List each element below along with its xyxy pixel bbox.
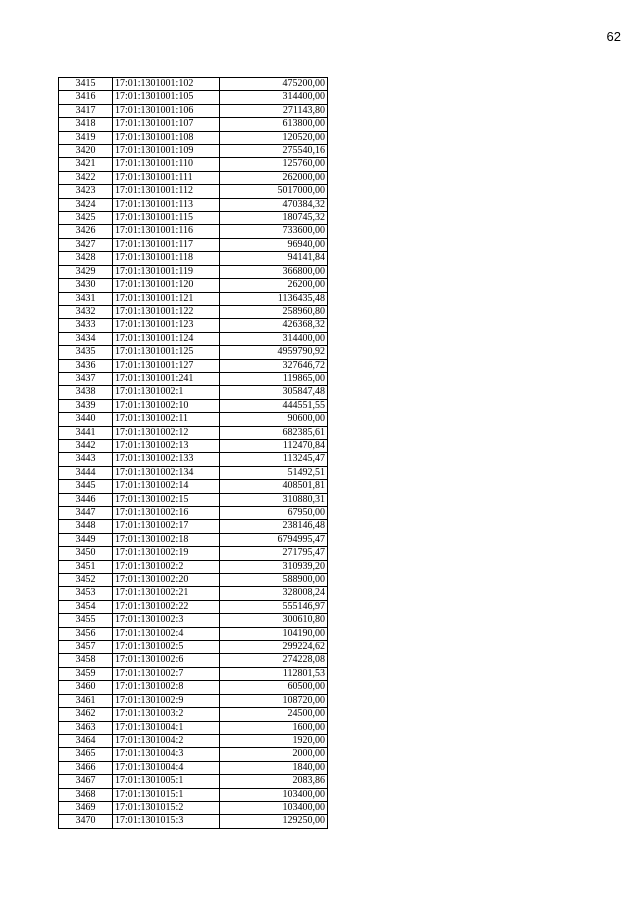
table-row — [59, 815, 328, 828]
table-row — [59, 560, 328, 573]
cadastral-number-cell: 17:01:1301002:14 — [113, 480, 220, 493]
value-cell: 2000,00 — [220, 748, 328, 761]
value-cell: 1136435,48 — [220, 292, 328, 305]
table-row — [59, 346, 328, 359]
row-number-cell: 3440 — [59, 413, 113, 426]
cadastral-number-cell: 17:01:1301002:6 — [113, 654, 220, 667]
table-row — [59, 627, 328, 640]
cadastral-number-cell: 17:01:1301001:110 — [113, 158, 220, 171]
cadastral-number-cell: 17:01:1301002:8 — [113, 681, 220, 694]
row-number-cell: 3453 — [59, 587, 113, 600]
table-row — [59, 238, 328, 251]
table-row — [59, 775, 328, 788]
row-number-cell: 3420 — [59, 145, 113, 158]
cadastral-number-cell: 17:01:1301002:12 — [113, 426, 220, 439]
value-cell: 366800,00 — [220, 265, 328, 278]
row-number-cell: 3426 — [59, 225, 113, 238]
row-number-cell: 3459 — [59, 667, 113, 680]
table-row — [59, 641, 328, 654]
table-row — [59, 453, 328, 466]
cadastral-number-cell: 17:01:1301001:124 — [113, 332, 220, 345]
cadastral-number-cell: 17:01:1301002:2 — [113, 560, 220, 573]
table-row — [59, 104, 328, 117]
table-row — [59, 332, 328, 345]
cadastral-number-cell: 17:01:1301003:2 — [113, 708, 220, 721]
table-row — [59, 158, 328, 171]
row-number-cell: 3442 — [59, 439, 113, 452]
row-number-cell: 3465 — [59, 748, 113, 761]
table-row — [59, 399, 328, 412]
cadastral-number-cell: 17:01:1301002:5 — [113, 641, 220, 654]
table-row — [59, 533, 328, 546]
value-cell: 327646,72 — [220, 359, 328, 372]
cadastral-number-cell: 17:01:1301004:3 — [113, 748, 220, 761]
value-cell: 238146,48 — [220, 520, 328, 533]
cadastral-number-cell: 17:01:1301002:134 — [113, 466, 220, 479]
cadastral-number-cell: 17:01:1301015:3 — [113, 815, 220, 828]
value-cell: 271143,80 — [220, 104, 328, 117]
cadastral-number-cell: 17:01:1301001:241 — [113, 372, 220, 385]
table-row — [59, 667, 328, 680]
value-cell: 112801,53 — [220, 667, 328, 680]
value-cell: 119865,00 — [220, 372, 328, 385]
value-cell: 271795,47 — [220, 547, 328, 560]
value-cell: 60500,00 — [220, 681, 328, 694]
row-number-cell: 3419 — [59, 131, 113, 144]
table-row — [59, 131, 328, 144]
row-number-cell: 3460 — [59, 681, 113, 694]
cadastral-number-cell: 17:01:1301001:118 — [113, 252, 220, 265]
table-row — [59, 171, 328, 184]
value-cell: 103400,00 — [220, 788, 328, 801]
value-cell: 1600,00 — [220, 721, 328, 734]
value-cell: 305847,48 — [220, 386, 328, 399]
cadastral-number-cell: 17:01:1301015:2 — [113, 801, 220, 814]
cadastral-number-cell: 17:01:1301001:106 — [113, 104, 220, 117]
cadastral-number-cell: 17:01:1301001:117 — [113, 238, 220, 251]
value-cell: 314400,00 — [220, 332, 328, 345]
value-cell: 51492,51 — [220, 466, 328, 479]
row-number-cell: 3470 — [59, 815, 113, 828]
row-number-cell: 3439 — [59, 399, 113, 412]
row-number-cell: 3458 — [59, 654, 113, 667]
value-cell: 275540,16 — [220, 145, 328, 158]
value-cell: 426368,32 — [220, 319, 328, 332]
value-cell: 5017000,00 — [220, 185, 328, 198]
cadastral-number-cell: 17:01:1301002:15 — [113, 493, 220, 506]
cadastral-number-cell: 17:01:1301001:105 — [113, 91, 220, 104]
cadastral-number-cell: 17:01:1301001:119 — [113, 265, 220, 278]
table-row — [59, 305, 328, 318]
row-number-cell: 3464 — [59, 734, 113, 747]
cadastral-number-cell: 17:01:1301001:111 — [113, 171, 220, 184]
cadastral-number-cell: 17:01:1301002:13 — [113, 439, 220, 452]
value-cell: 103400,00 — [220, 801, 328, 814]
table-row — [59, 185, 328, 198]
row-number-cell: 3445 — [59, 480, 113, 493]
value-cell: 588900,00 — [220, 574, 328, 587]
row-number-cell: 3430 — [59, 279, 113, 292]
table-row — [59, 600, 328, 613]
row-number-cell: 3449 — [59, 533, 113, 546]
value-cell: 408501,81 — [220, 480, 328, 493]
row-number-cell: 3433 — [59, 319, 113, 332]
row-number-cell: 3461 — [59, 694, 113, 707]
value-cell: 555146,97 — [220, 600, 328, 613]
table-row — [59, 426, 328, 439]
table-row — [59, 91, 328, 104]
value-cell: 274228,08 — [220, 654, 328, 667]
cadastral-number-cell: 17:01:1301001:109 — [113, 145, 220, 158]
row-number-cell: 3456 — [59, 627, 113, 640]
cadastral-number-cell: 17:01:1301001:125 — [113, 346, 220, 359]
row-number-cell: 3416 — [59, 91, 113, 104]
cadastral-number-cell: 17:01:1301002:10 — [113, 399, 220, 412]
value-cell: 67950,00 — [220, 507, 328, 520]
table-row — [59, 801, 328, 814]
row-number-cell: 3428 — [59, 252, 113, 265]
row-number-cell: 3436 — [59, 359, 113, 372]
table-body — [59, 78, 328, 829]
cadastral-number-cell: 17:01:1301004:4 — [113, 761, 220, 774]
table-row — [59, 372, 328, 385]
cadastral-number-cell: 17:01:1301004:2 — [113, 734, 220, 747]
cadastral-number-cell: 17:01:1301001:123 — [113, 319, 220, 332]
table-row — [59, 252, 328, 265]
table-row — [59, 413, 328, 426]
value-cell: 120520,00 — [220, 131, 328, 144]
row-number-cell: 3448 — [59, 520, 113, 533]
cadastral-number-cell: 17:01:1301001:112 — [113, 185, 220, 198]
table-row — [59, 265, 328, 278]
row-number-cell: 3450 — [59, 547, 113, 560]
row-number-cell: 3466 — [59, 761, 113, 774]
row-number-cell: 3455 — [59, 614, 113, 627]
cadastral-number-cell: 17:01:1301004:1 — [113, 721, 220, 734]
row-number-cell: 3444 — [59, 466, 113, 479]
value-cell: 262000,00 — [220, 171, 328, 184]
row-number-cell: 3469 — [59, 801, 113, 814]
cadastral-number-cell: 17:01:1301001:116 — [113, 225, 220, 238]
table-row — [59, 225, 328, 238]
table-row — [59, 480, 328, 493]
value-cell: 125760,00 — [220, 158, 328, 171]
cadastral-number-cell: 17:01:1301001:121 — [113, 292, 220, 305]
value-cell: 104190,00 — [220, 627, 328, 640]
table-row — [59, 279, 328, 292]
value-cell: 96940,00 — [220, 238, 328, 251]
table-row — [59, 748, 328, 761]
row-number-cell: 3467 — [59, 775, 113, 788]
table-row — [59, 386, 328, 399]
table-row — [59, 520, 328, 533]
row-number-cell: 3425 — [59, 212, 113, 225]
value-cell: 470384,32 — [220, 198, 328, 211]
cadastral-number-cell: 17:01:1301001:113 — [113, 198, 220, 211]
row-number-cell: 3446 — [59, 493, 113, 506]
table-row — [59, 198, 328, 211]
cadastral-number-cell: 17:01:1301002:3 — [113, 614, 220, 627]
value-cell: 733600,00 — [220, 225, 328, 238]
row-number-cell: 3422 — [59, 171, 113, 184]
row-number-cell: 3429 — [59, 265, 113, 278]
table-row — [59, 439, 328, 452]
row-number-cell: 3454 — [59, 600, 113, 613]
value-cell: 112470,84 — [220, 439, 328, 452]
cadastral-number-cell: 17:01:1301005:1 — [113, 775, 220, 788]
table-row — [59, 507, 328, 520]
cadastral-number-cell: 17:01:1301002:4 — [113, 627, 220, 640]
value-cell: 314400,00 — [220, 91, 328, 104]
table-row — [59, 493, 328, 506]
value-cell: 113245,47 — [220, 453, 328, 466]
row-number-cell: 3415 — [59, 78, 113, 91]
table-row — [59, 547, 328, 560]
cadastral-number-cell: 17:01:1301002:17 — [113, 520, 220, 533]
row-number-cell: 3447 — [59, 507, 113, 520]
table-row — [59, 319, 328, 332]
cadastral-number-cell: 17:01:1301015:1 — [113, 788, 220, 801]
value-cell: 613800,00 — [220, 118, 328, 131]
table-row — [59, 721, 328, 734]
row-number-cell: 3432 — [59, 305, 113, 318]
row-number-cell: 3452 — [59, 574, 113, 587]
value-cell: 1920,00 — [220, 734, 328, 747]
table-row — [59, 734, 328, 747]
row-number-cell: 3441 — [59, 426, 113, 439]
value-cell: 258960,80 — [220, 305, 328, 318]
cadastral-number-cell: 17:01:1301001:107 — [113, 118, 220, 131]
cadastral-number-cell: 17:01:1301002:133 — [113, 453, 220, 466]
value-cell: 310939,20 — [220, 560, 328, 573]
row-number-cell: 3434 — [59, 332, 113, 345]
value-cell: 328008,24 — [220, 587, 328, 600]
table-row — [59, 761, 328, 774]
row-number-cell: 3463 — [59, 721, 113, 734]
cadastral-number-cell: 17:01:1301002:22 — [113, 600, 220, 613]
value-cell: 129250,00 — [220, 815, 328, 828]
table-row — [59, 292, 328, 305]
value-cell: 4959790,92 — [220, 346, 328, 359]
cadastral-number-cell: 17:01:1301002:21 — [113, 587, 220, 600]
table-row — [59, 788, 328, 801]
table-row — [59, 694, 328, 707]
table-row — [59, 359, 328, 372]
value-cell: 24500,00 — [220, 708, 328, 721]
cadastral-number-cell: 17:01:1301001:108 — [113, 131, 220, 144]
cadastral-number-cell: 17:01:1301002:16 — [113, 507, 220, 520]
table-row — [59, 145, 328, 158]
row-number-cell: 3431 — [59, 292, 113, 305]
table-row — [59, 614, 328, 627]
row-number-cell: 3435 — [59, 346, 113, 359]
row-number-cell: 3437 — [59, 372, 113, 385]
cadastral-number-cell: 17:01:1301002:11 — [113, 413, 220, 426]
row-number-cell: 3418 — [59, 118, 113, 131]
table-row — [59, 212, 328, 225]
cadastral-number-cell: 17:01:1301001:127 — [113, 359, 220, 372]
row-number-cell: 3421 — [59, 158, 113, 171]
table-row — [59, 466, 328, 479]
table-row — [59, 118, 328, 131]
table-row — [59, 574, 328, 587]
value-cell: 299224,62 — [220, 641, 328, 654]
value-cell: 6794995,47 — [220, 533, 328, 546]
row-number-cell: 3438 — [59, 386, 113, 399]
cadastral-value-table — [58, 77, 328, 829]
row-number-cell: 3462 — [59, 708, 113, 721]
row-number-cell: 3423 — [59, 185, 113, 198]
row-number-cell: 3424 — [59, 198, 113, 211]
cadastral-number-cell: 17:01:1301001:120 — [113, 279, 220, 292]
value-cell: 1840,00 — [220, 761, 328, 774]
cadastral-number-cell: 17:01:1301002:19 — [113, 547, 220, 560]
value-cell: 300610,80 — [220, 614, 328, 627]
value-cell: 2083,86 — [220, 775, 328, 788]
row-number-cell: 3443 — [59, 453, 113, 466]
value-cell: 682385,61 — [220, 426, 328, 439]
value-cell: 108720,00 — [220, 694, 328, 707]
value-cell: 180745,32 — [220, 212, 328, 225]
table-row — [59, 78, 328, 91]
cadastral-number-cell: 17:01:1301002:1 — [113, 386, 220, 399]
value-cell: 475200,00 — [220, 78, 328, 91]
row-number-cell: 3457 — [59, 641, 113, 654]
cadastral-number-cell: 17:01:1301002:18 — [113, 533, 220, 546]
row-number-cell: 3417 — [59, 104, 113, 117]
row-number-cell: 3468 — [59, 788, 113, 801]
cadastral-number-cell: 17:01:1301001:115 — [113, 212, 220, 225]
value-cell: 26200,00 — [220, 279, 328, 292]
table-row — [59, 587, 328, 600]
value-cell: 94141,84 — [220, 252, 328, 265]
page-number: 62 — [606, 29, 621, 44]
row-number-cell: 3427 — [59, 238, 113, 251]
row-number-cell: 3451 — [59, 560, 113, 573]
value-cell: 90600,00 — [220, 413, 328, 426]
value-cell: 444551,55 — [220, 399, 328, 412]
cadastral-number-cell: 17:01:1301002:20 — [113, 574, 220, 587]
table-row — [59, 708, 328, 721]
cadastral-number-cell: 17:01:1301002:9 — [113, 694, 220, 707]
cadastral-number-cell: 17:01:1301001:122 — [113, 305, 220, 318]
value-cell: 310880,31 — [220, 493, 328, 506]
cadastral-number-cell: 17:01:1301002:7 — [113, 667, 220, 680]
table-row — [59, 681, 328, 694]
table-row — [59, 654, 328, 667]
cadastral-number-cell: 17:01:1301001:102 — [113, 78, 220, 91]
